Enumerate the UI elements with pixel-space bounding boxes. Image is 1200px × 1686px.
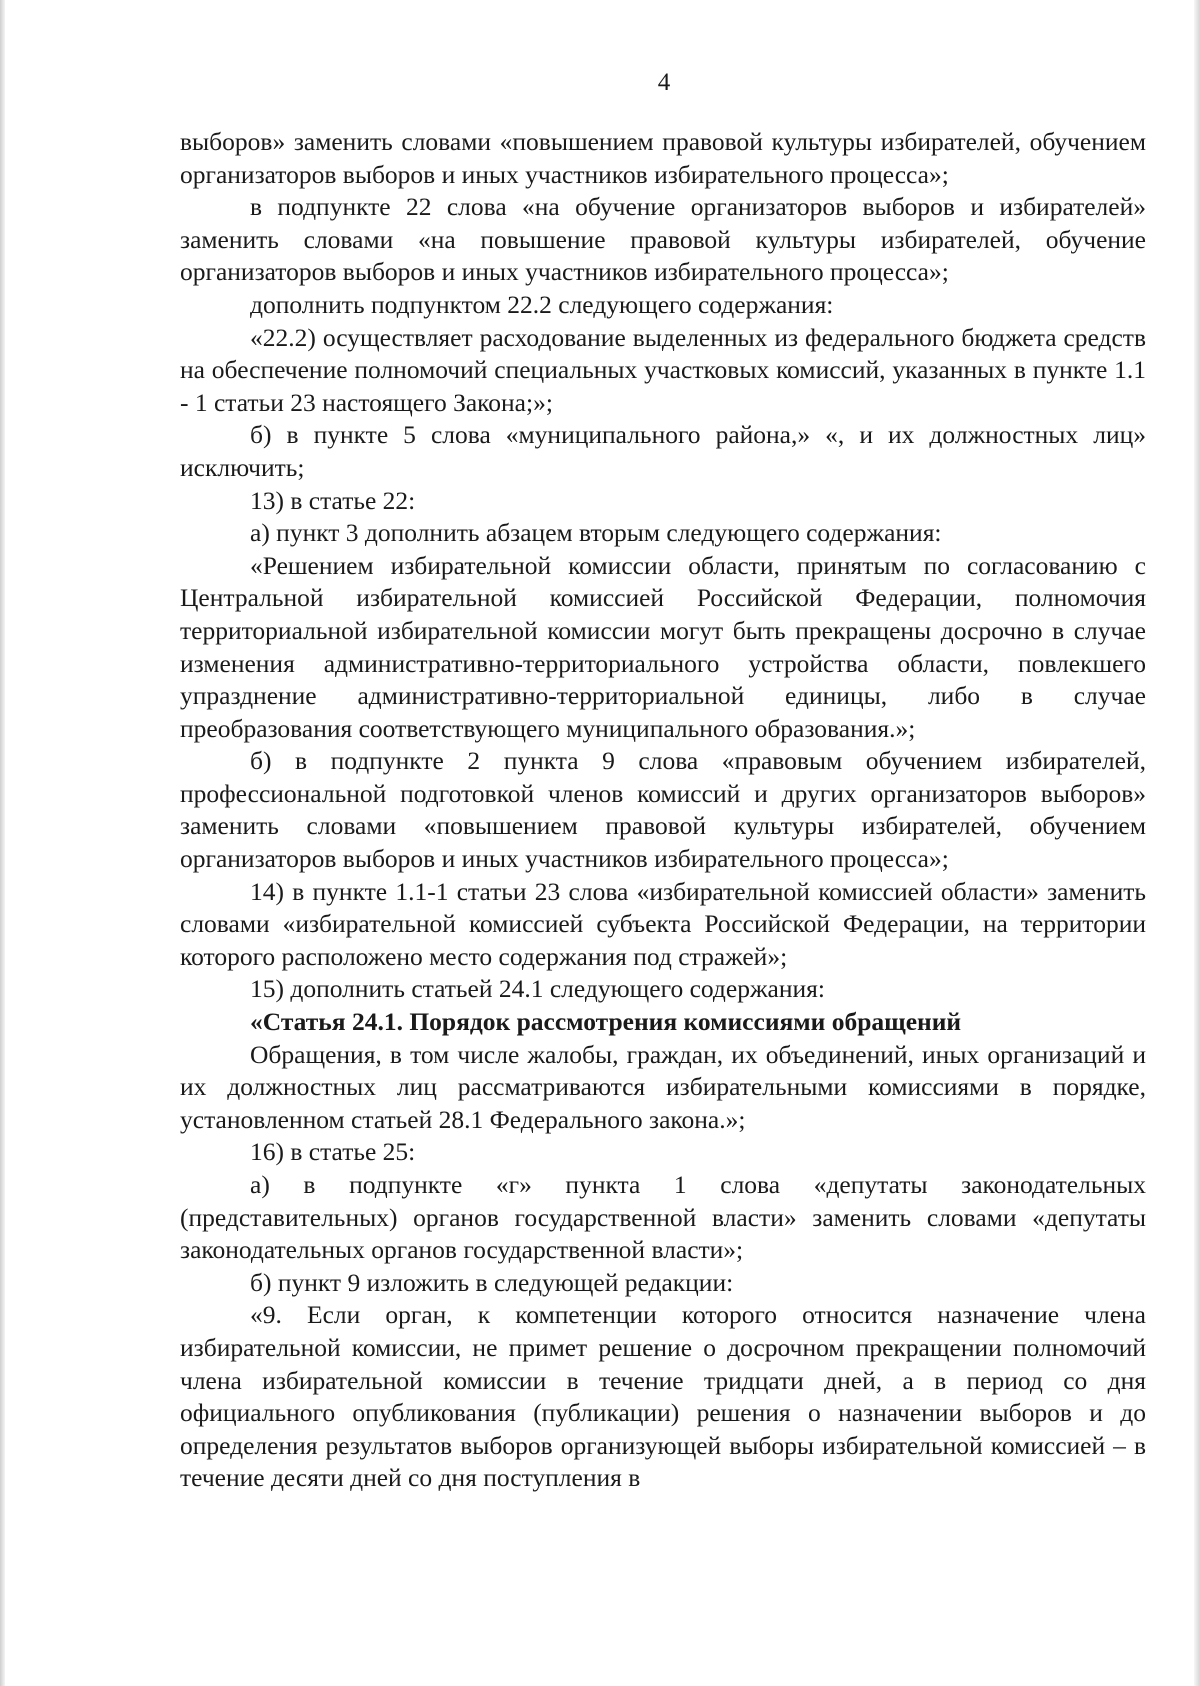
paragraph: «22.2) осуществляет расходование выделенных из федерального бюджета средств на обеспечение полномочий специальных участковых комиссий, указанных в пункте 1.1 - 1 статьи 23 настоящего Закона;»;: [180, 322, 1146, 417]
scan-right-edge: [1194, 0, 1200, 1686]
paragraph: 14) в пункте 1.1-1 статьи 23 слова «избирательной комиссией области» заменить словами «избирательной комиссией субъекта Российской Федерации, на территории которого расположено место содержания под стражей»;: [180, 876, 1146, 971]
paragraph: 15) дополнить статьей 24.1 следующего содержания:: [250, 974, 825, 1004]
paragraph: б) в пункте 5 слова «муниципального района,» «, и их должностных лиц» исключить;: [180, 420, 1146, 482]
article-heading: «Статья 24.1. Порядок рассмотрения комиссиями обращений: [250, 1007, 962, 1037]
paragraph: б) в подпункте 2 пункта 9 слова «правовым обучением избирателей, профессиональной подготовкой членов комиссий и других организаторов выборов» заменить словами «повышением правовой культуры избирателей, обучением организаторов выборов и иных участников избирательного процесса»;: [180, 746, 1146, 874]
document-body: [180, 126, 1146, 1495]
page-number: 4: [657, 69, 671, 96]
paragraph: а) пункт 3 дополнить абзацем вторым следующего содержания:: [250, 518, 942, 548]
paragraph: а) в подпункте «г» пункта 1 слова «депутаты законодательных (представительных) органов государственной власти» заменить словами «депутаты законодательных органов государственной власти»;: [180, 1170, 1146, 1265]
paragraph: «9. Если орган, к компетенции которого относится назначение члена избирательной комиссии, не примет решение о досрочном прекращении полномочий члена избирательной комиссии в течение тридцати дней, а в период со дня официального опубликования (публикации) решения о назначении выборов и до определения результатов выборов организующей выборы избирательной комиссией – в течение десяти дней со дня поступления в: [180, 1300, 1146, 1493]
paragraph: выборов» заменить словами «повышением правовой культуры избирателей, обучением организаторов выборов и иных участников избирательного процесса»;: [180, 127, 1146, 189]
paragraph: в подпункте 22 слова «на обучение организаторов выборов и избирателей» заменить словами «на повышение правовой культуры избирателей, обучение организаторов выборов и иных участников избирательного процесса»;: [180, 192, 1146, 287]
paragraph: Обращения, в том числе жалобы, граждан, их объединений, иных организаций и их должностных лиц рассматриваются избирательными комиссиями в порядке, установленном статьей 28.1 Федерального закона.»;: [180, 1039, 1146, 1134]
paragraph: «Решением избирательной комиссии области, принятым по согласованию с Центральной избирательной комиссией Российской Федерации, полномочия территориальной избирательной комиссии могут быть прекращены досрочно в случае изменения административно-территориального устройства области, повлекшего упразднение административно-территориальной единицы, либо в случае преобразования соответствующего муниципального образования.»;: [180, 550, 1146, 743]
paragraph: дополнить подпунктом 22.2 следующего содержания:: [250, 289, 834, 319]
paragraph: 13) в статье 22:: [250, 485, 416, 515]
paragraph: б) пункт 9 изложить в следующей редакции:: [250, 1267, 734, 1297]
scan-left-edge: [0, 0, 5, 1686]
paragraph: 16) в статье 25:: [250, 1137, 416, 1167]
